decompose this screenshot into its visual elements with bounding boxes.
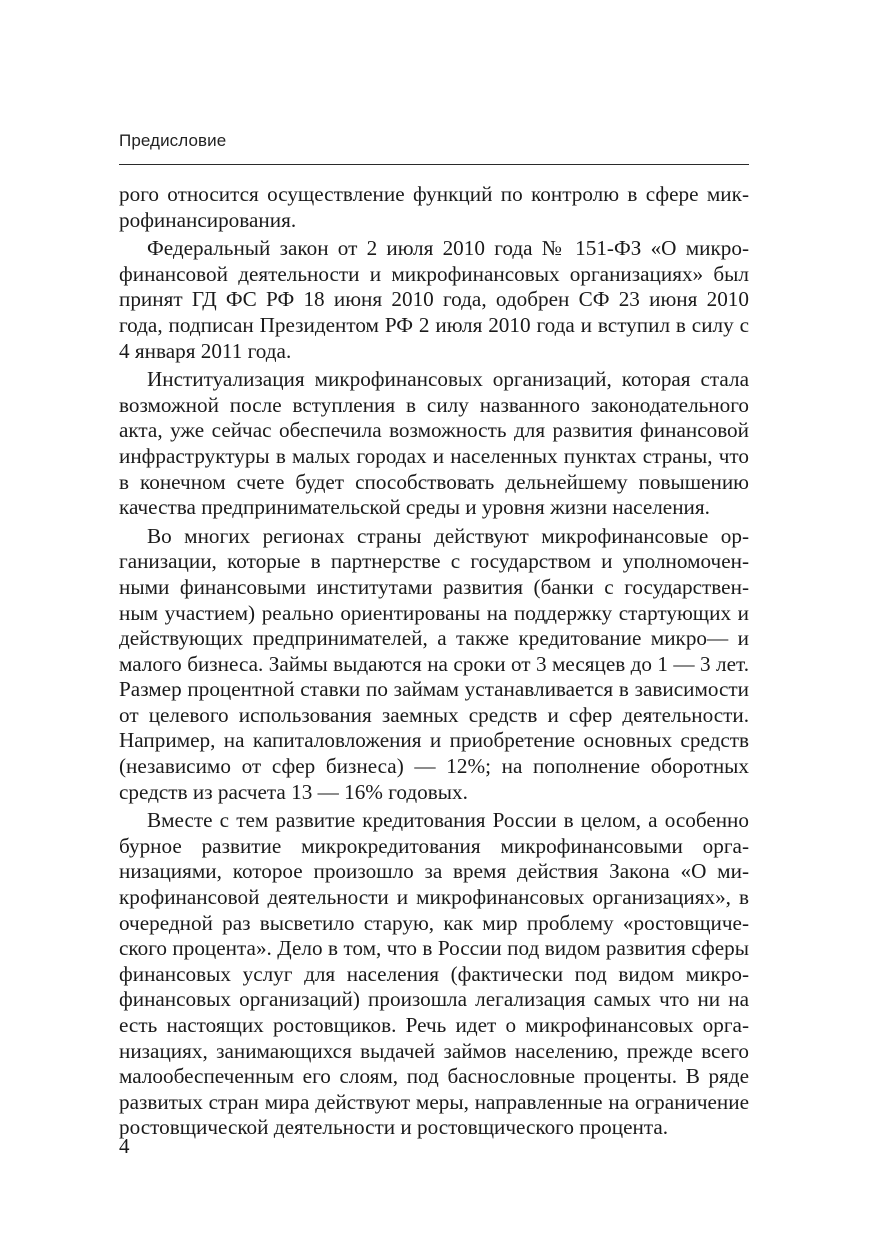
running-head: Предисловие [119, 131, 227, 150]
header-divider [119, 164, 749, 165]
paragraph: Во многих регионах страны действуют микрофинансовые организации, которые в партнерстве с государством и уполномоченными финансовыми институтами развития (банки с государственным участием) реально ориентированы на поддержку стартующих и действующих предпринимателей, а также кредитование микро— и малого бизнеса. Займы выдаются на сроки от 3 месяцев до 1 — 3 лет. Размер процентной ставки по займам устанавливается в зависимости от целевого использования заемных средств и сфер деятельности. Например, на капиталовложения и приобретение основных средств (независимо от сфер бизнеса) — 12%; на пополнение оборотных средств из расчета 13 — 16% годовых. [119, 523, 749, 804]
page-number: 4 [119, 1134, 130, 1158]
body-text [119, 182, 749, 1144]
paragraph: Институализация микрофинансовых организаций, которая стала возможной после вступления в силу названного законодательного акта, уже сейчас обеспечила возможность для развития финансовой инфраструктуры в малых городах и населенных пунктах страны, что в конечном счете будет способствовать дельнейшему повышению качества предпринимательской среды и уровня жизни населения. [119, 367, 749, 520]
paragraph: рого относится осуществление функций по контролю в сфере микрофинансирования. [119, 182, 749, 232]
paragraph: Федеральный закон от 2 июля 2010 года № 151-ФЗ «О микрофинансовой деятельности и микрофинансовых организациях» был принят ГД ФС РФ 18 июня 2010 года, одобрен СФ 23 июня 2010 года, подписан Президентом РФ 2 июля 2010 года и вступил в силу с 4 января 2011 года. [119, 236, 749, 363]
paragraph: Вместе с тем развитие кредитования России в целом, а особенно бурное развитие микрокредитования микрофинансовыми организациями, которое произошло за время действия Закона «О микрофинансовой деятельности и микрофинансовых организациях», в очередной раз высветило старую, как мир проблему «ростовщического процента». Дело в том, что в России под видом развития сферы финансовых услуг для населения (фактически под видом микрофинансовых организаций) произошла легализация самых что ни на есть настоящих ростовщиков. Речь идет о микрофинансовых организациях, занимающихся выдачей займов населению, прежде всего малообеспеченным его слоям, под баснословные проценты. В ряде развитых стран мира действуют меры, направленные на ограничение ростовщической деятельности и ростовщического процента. [119, 808, 749, 1140]
